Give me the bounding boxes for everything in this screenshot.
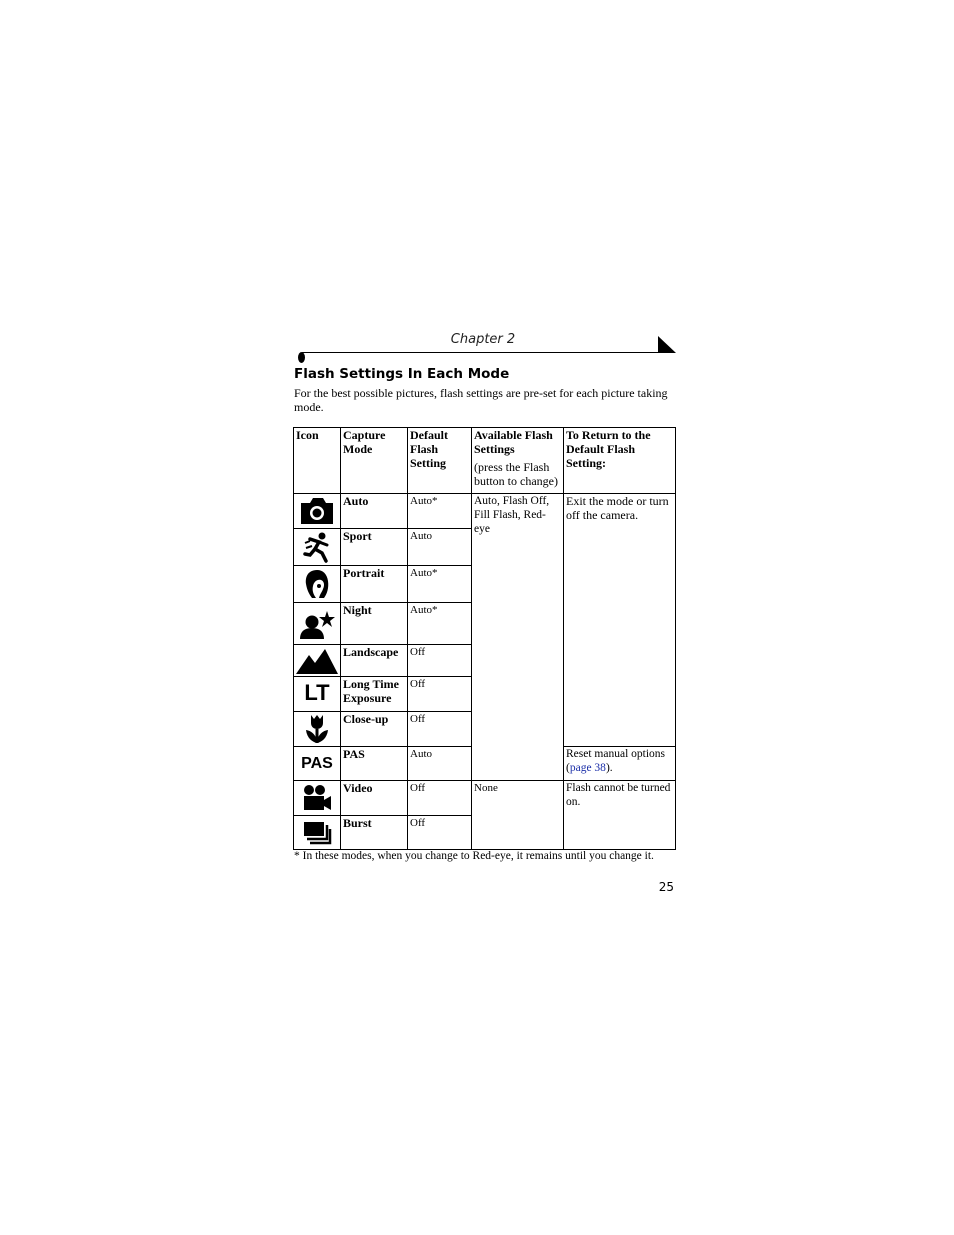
mode-label: Portrait: [341, 566, 408, 603]
page-number: 25: [658, 880, 674, 894]
footnote: * In these modes, when you change to Red-eye, it remains until you change it.: [294, 850, 654, 862]
default-setting: Off: [408, 781, 472, 816]
default-setting: Auto*: [408, 494, 472, 529]
pas-glyph: PAS: [301, 754, 333, 772]
mode-label: Burst: [341, 816, 408, 850]
header-available-note: (press the Flash button to change): [474, 460, 558, 488]
table-row: [294, 781, 676, 816]
portrait-icon: [294, 566, 341, 603]
default-setting: Off: [408, 677, 472, 712]
table-header-row: [294, 428, 676, 494]
available-settings-video: None: [472, 781, 564, 850]
mode-label: Sport: [341, 529, 408, 566]
header-capture-mode: Capture Mode: [341, 428, 408, 494]
rule-arrow-icon: [658, 336, 676, 353]
mode-label: Close-up: [341, 712, 408, 747]
landscape-icon: [294, 645, 341, 677]
mode-label: Night: [341, 603, 408, 645]
page-38-link[interactable]: page 38: [569, 762, 606, 774]
default-setting: Auto*: [408, 566, 472, 603]
lt-glyph: LT: [304, 679, 330, 705]
return-instructions-video: Flash cannot be turned on.: [564, 781, 676, 850]
pas-icon: [294, 747, 341, 781]
mode-label: Landscape: [341, 645, 408, 677]
long-time-exposure-icon: [294, 677, 341, 712]
flash-settings-table: [293, 427, 676, 850]
header-default-flash: Default Flash Setting: [408, 428, 472, 494]
header-return-default: To Return to the Default Flash Setting:: [564, 428, 676, 494]
mode-label: Long Time Exposure: [341, 677, 408, 712]
mode-label: Video: [341, 781, 408, 816]
intro-paragraph: For the best possible pictures, flash settings are pre-set for each picture taking mode.: [294, 386, 668, 414]
video-icon: [294, 781, 341, 816]
default-setting: Auto: [408, 747, 472, 781]
default-setting: Off: [408, 712, 472, 747]
chapter-title: Chapter 2: [450, 332, 516, 347]
table-row: [294, 494, 676, 529]
return-instructions-pas: [564, 747, 676, 781]
header-available-label: Available Flash Settings: [474, 428, 553, 456]
default-setting: Off: [408, 816, 472, 850]
camera-icon: [294, 494, 341, 529]
default-setting: Auto*: [408, 603, 472, 645]
mode-label: PAS: [341, 747, 408, 781]
sport-icon: [294, 529, 341, 566]
default-setting: Off: [408, 645, 472, 677]
return-pas-prefix: Reset manual options (: [566, 748, 666, 774]
burst-icon: [294, 816, 341, 850]
mode-label: Auto: [341, 494, 408, 529]
return-pas-suffix: ).: [605, 762, 613, 774]
return-instructions: Exit the mode or turn off the camera.: [564, 494, 676, 747]
section-heading: Flash Settings In Each Mode: [294, 366, 510, 382]
available-settings: Auto, Flash Off, Fill Flash, Red-eye: [472, 494, 564, 781]
night-icon: [294, 603, 341, 645]
default-setting: Auto: [408, 529, 472, 566]
rule-dot-icon: [298, 352, 305, 363]
header-rule: [302, 352, 666, 353]
header-icon: Icon: [294, 428, 341, 494]
chapter-header: [298, 330, 676, 362]
flower-icon: [294, 712, 341, 747]
header-available-flash: [472, 428, 564, 494]
